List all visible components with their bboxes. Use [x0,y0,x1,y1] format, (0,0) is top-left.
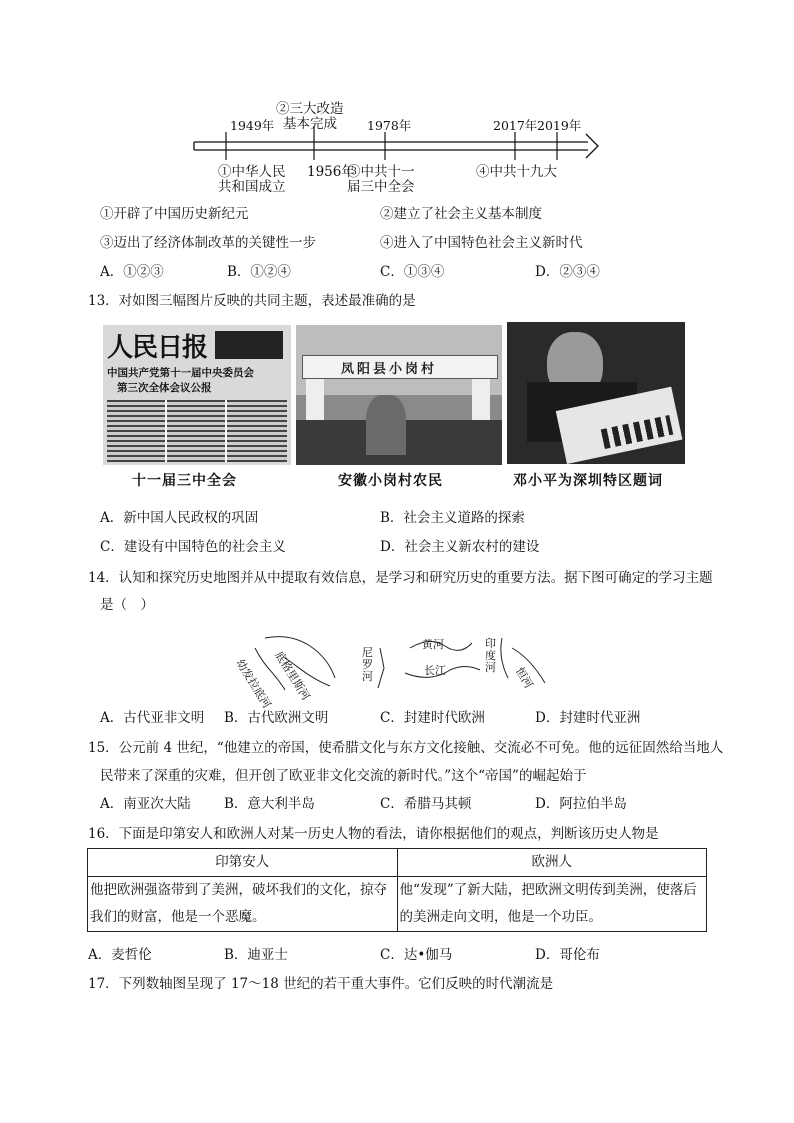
q12-statement-4: ④进入了中国特色社会主义新时代 [380,235,583,251]
river-euphrates: 幼发拉底河 [233,657,274,711]
photo-village-gate [296,325,502,465]
q12-statement-3: ③迈出了经济体制改革的关键性一步 [100,235,316,251]
river-indus: 印度河 [485,637,496,674]
river-ganges: 恒河 [513,665,536,691]
tl-label-top-2: 基本完成 [283,116,337,132]
q12-statement-1: ①开辟了中国历史新纪元 [100,206,249,222]
gate-sign: 凤阳县小岗村 [341,362,438,377]
q16-cell-european: 他“发现”了新大陆，把欧洲文明传到美洲，使落后 的美洲走向文明，他是一个功臣。 [397,877,707,932]
q16-option-c[interactable]: C．达•伽马 [380,947,453,963]
q13-option-d[interactable]: D．社会主义新农村的建设 [380,539,540,555]
q16-cell-indian: 他把欧洲强盗带到了美洲，破坏我们的文化，掠夺 我们的财富，他是一个恶魔。 [88,877,398,932]
tl-label-4: ④中共十九大 [476,164,557,180]
q15-option-d[interactable]: D．阿拉伯半岛 [535,796,627,812]
caption-plenum: 十一届三中全会 [132,473,237,489]
photo-newspaper [103,325,291,465]
tl-label-1b: 共和国成立 [218,179,286,195]
q13-option-b[interactable]: B．社会主义道路的探索 [380,510,525,526]
q14-option-b[interactable]: B．古代欧洲文明 [224,710,329,726]
tl-year-2019: 2019年 [537,118,582,133]
q14-stem-2: 是（ ） [100,597,154,613]
q16-option-a[interactable]: A．麦哲伦 [88,947,152,963]
q12-statement-2: ②建立了社会主义基本制度 [380,206,542,222]
q14-option-c[interactable]: C．封建时代欧洲 [380,710,485,726]
tl-year-1978: 1978年 [367,118,412,133]
q14-option-d[interactable]: D．封建时代亚洲 [535,710,641,726]
newspaper-headline-2: 第三次全体会议公报 [117,382,212,394]
newspaper-headline-1: 中国共产党第十一届中央委员会 [107,367,254,379]
river-huanghe: 黄河 [422,638,444,651]
timeline-axis [194,134,598,158]
caption-shenzhen: 邓小平为深圳特区题词 [513,473,663,489]
tl-year-1956: 1956年 [307,164,355,180]
q16-option-b[interactable]: B．迪亚士 [224,947,288,963]
river-nile: 尼罗河 [362,646,373,683]
tl-label-3a: ③中共十一 [347,164,415,180]
q16-option-d[interactable]: D．哥伦布 [535,947,600,963]
river-tigris: 底格里斯河 [272,649,313,703]
q15-stem-2: 民带来了深重的灾难，但开创了欧亚非文化交流的新时代。”这个“帝国”的崛起始于 [100,768,587,784]
q13-option-a[interactable]: A．新中国人民政权的巩固 [100,510,259,526]
q13-stem: 13．对如图三幅图片反映的共同主题，表述最准确的是 [88,293,416,309]
q12-option-c[interactable]: C．①③④ [380,264,445,280]
q16-header-indian: 印第安人 [88,849,398,877]
newspaper-masthead: 人民日报 [107,333,208,363]
tl-year-1949: 1949年 [230,118,275,133]
q14-stem-1: 14．认知和探究历史地图并从中提取有效信息，是学习和研究历史的重要方法。据下图可确定的学习主题 [88,570,713,586]
tl-label-3b: 届三中全会 [347,179,415,195]
tl-label-1a: ①中华人民 [218,164,286,180]
q15-option-c[interactable]: C．希腊马其顿 [380,796,472,812]
q12-option-d[interactable]: D．②③④ [535,264,600,280]
q17-stem: 17．下列数轴图呈现了 17～18 世纪的若干重大事件。它们反映的时代潮流是 [88,976,554,992]
q15-option-b[interactable]: B．意大利半岛 [224,796,315,812]
tl-label-top-1: ②三大改造 [276,101,344,117]
q14-option-a[interactable]: A．古代亚非文明 [100,710,205,726]
river-changjiang: 长江 [424,664,446,677]
q16-table [87,848,707,932]
q16-stem: 16．下面是印第安人和欧洲人对某一历史人物的看法，请你根据他们的观点，判断该历史人物是 [88,826,659,842]
q16-header-european: 欧洲人 [397,849,707,877]
q12-option-b[interactable]: B．①②④ [227,264,291,280]
tl-year-2017: 2017年 [493,118,538,133]
q13-option-c[interactable]: C．建设有中国特色的社会主义 [100,539,286,555]
q12-option-a[interactable]: A．①②③ [100,264,164,280]
q15-option-a[interactable]: A．南亚次大陆 [100,796,191,812]
photo-calligraphy [507,322,685,464]
q15-stem-1: 15．公元前 4 世纪，“他建立的帝国，使希腊文化与东方文化接触、交流必不可免。他的远征固然给当地人 [88,740,724,756]
caption-xiaogang: 安徽小岗村农民 [338,473,443,489]
